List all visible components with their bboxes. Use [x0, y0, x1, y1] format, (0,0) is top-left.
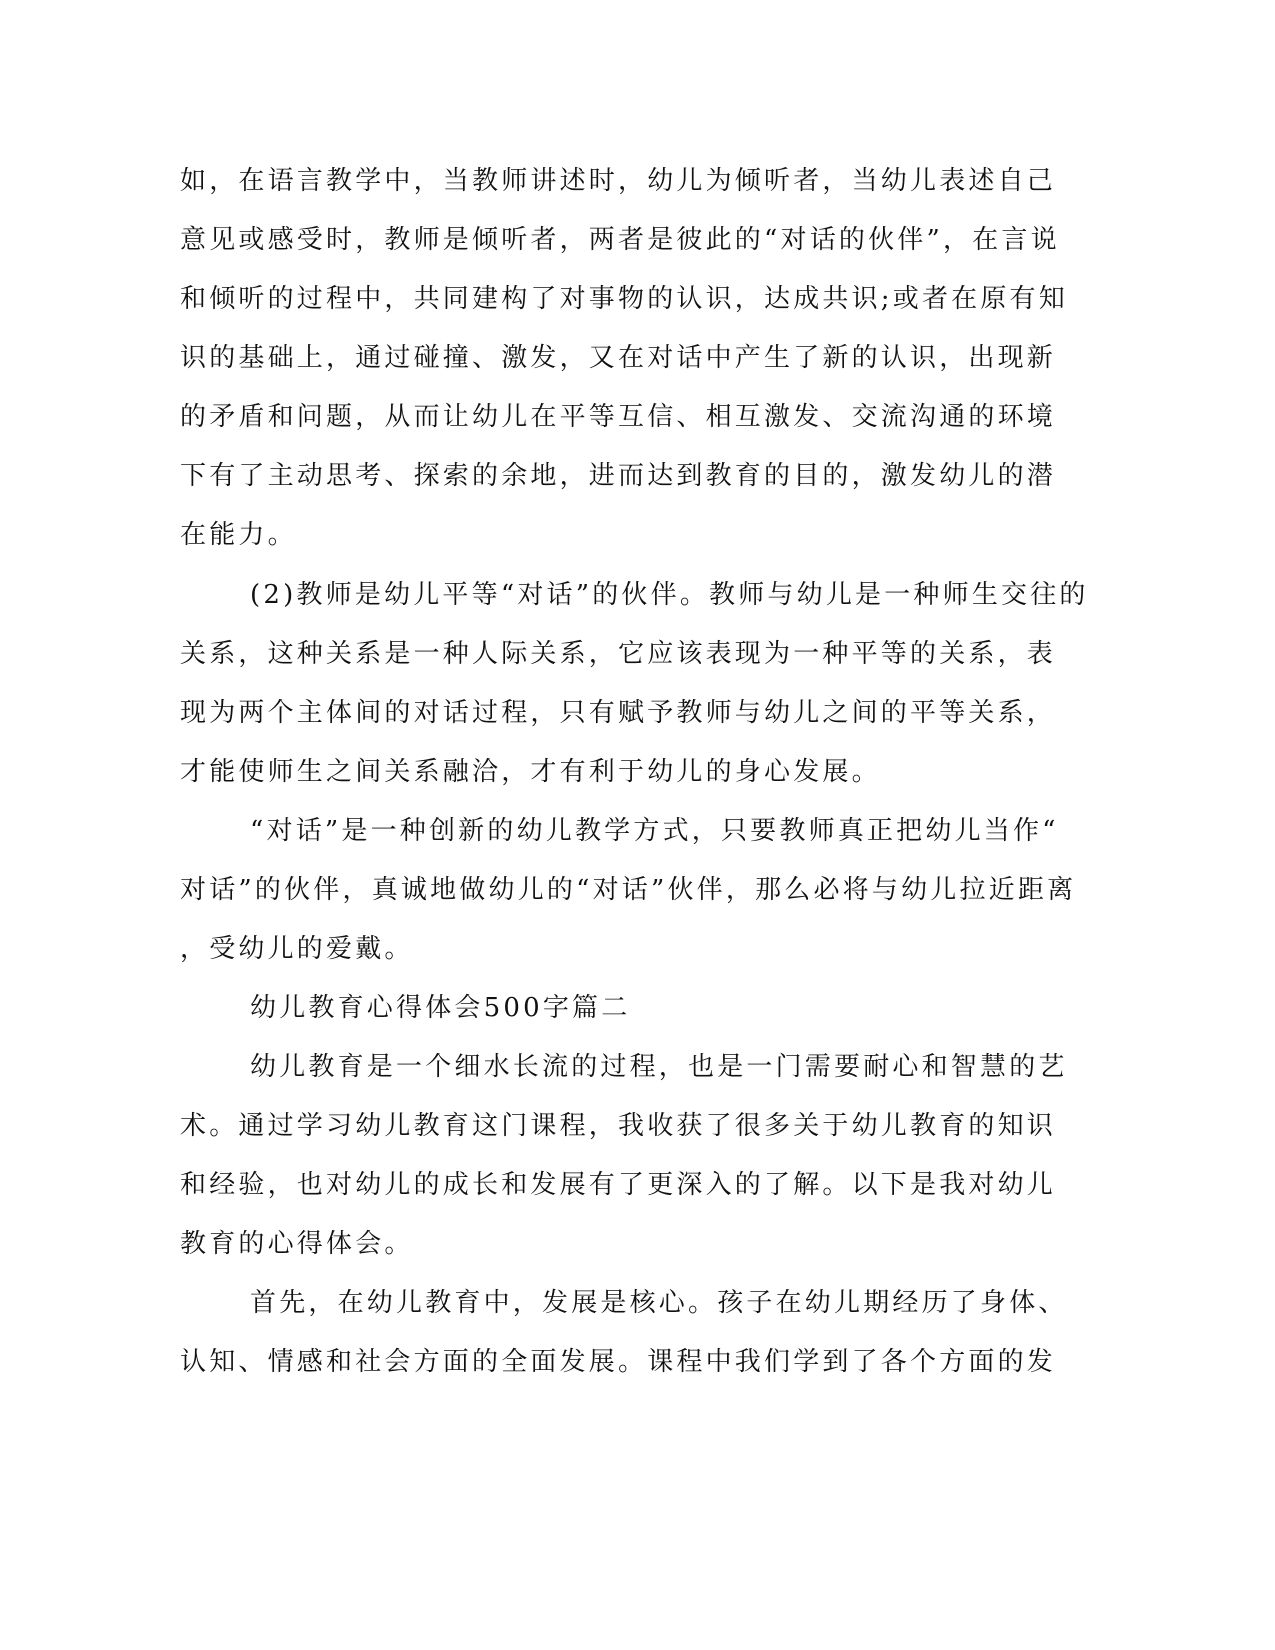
- text-line: 才能使师生之间关系融洽，才有利于幼儿的身心发展。: [180, 757, 881, 787]
- text-line: “对话”是一种创新的幼儿教学方式，只要教师真正把幼儿当作“: [250, 816, 1059, 846]
- text-line: 识的基础上，通过碰撞、激发，又在对话中产生了新的认识，出现新: [180, 343, 1057, 373]
- text-line: 的矛盾和问题，从而让幼儿在平等互信、相互激发、交流沟通的环境: [180, 402, 1057, 432]
- text-line: 如，在语言教学中，当教师讲述时，幼儿为倾听者，当幼儿表述自己: [180, 166, 1057, 196]
- text-line: 和倾听的过程中，共同建构了对事物的认识，达成共识;或者在原有知: [180, 284, 1068, 314]
- text-line: 和经验，也对幼儿的成长和发展有了更深入的了解。以下是我对幼儿: [180, 1170, 1057, 1200]
- text-line: 对话”的伙伴，真诚地做幼儿的“对话”伙伴，那么必将与幼儿拉近距离: [180, 875, 1077, 905]
- text-line: 幼儿教育是一个细水长流的过程，也是一门需要耐心和智慧的艺: [250, 1052, 1068, 1082]
- text-line: (2)教师是幼儿平等“对话”的伙伴。教师与幼儿是一种师生交往的: [250, 580, 1089, 610]
- text-line: 意见或感受时，教师是倾听者，两者是彼此的“对话的伙伴”，在言说: [180, 225, 1060, 255]
- text-line: 在能力。: [180, 520, 297, 550]
- text-line: 现为两个主体间的对话过程，只有赋予教师与幼儿之间的平等关系，: [180, 698, 1057, 728]
- text-line: 下有了主动思考、探索的余地，进而达到教育的目的，激发幼儿的潜: [180, 461, 1057, 491]
- text-line: 关系，这种关系是一种人际关系，它应该表现为一种平等的关系，表: [180, 639, 1057, 669]
- section-heading: 幼儿教育心得体会500字篇二: [250, 993, 631, 1023]
- text-line: 术。通过学习幼儿教育这门课程，我收获了很多关于幼儿教育的知识: [180, 1111, 1057, 1141]
- text-line: 教育的心得体会。: [180, 1229, 414, 1259]
- text-line: 认知、情感和社会方面的全面发展。课程中我们学到了各个方面的发: [180, 1347, 1057, 1377]
- text-line: ，受幼儿的爱戴。: [180, 934, 414, 964]
- text-line: 首先，在幼儿教育中，发展是核心。孩子在幼儿期经历了身体、: [250, 1288, 1068, 1318]
